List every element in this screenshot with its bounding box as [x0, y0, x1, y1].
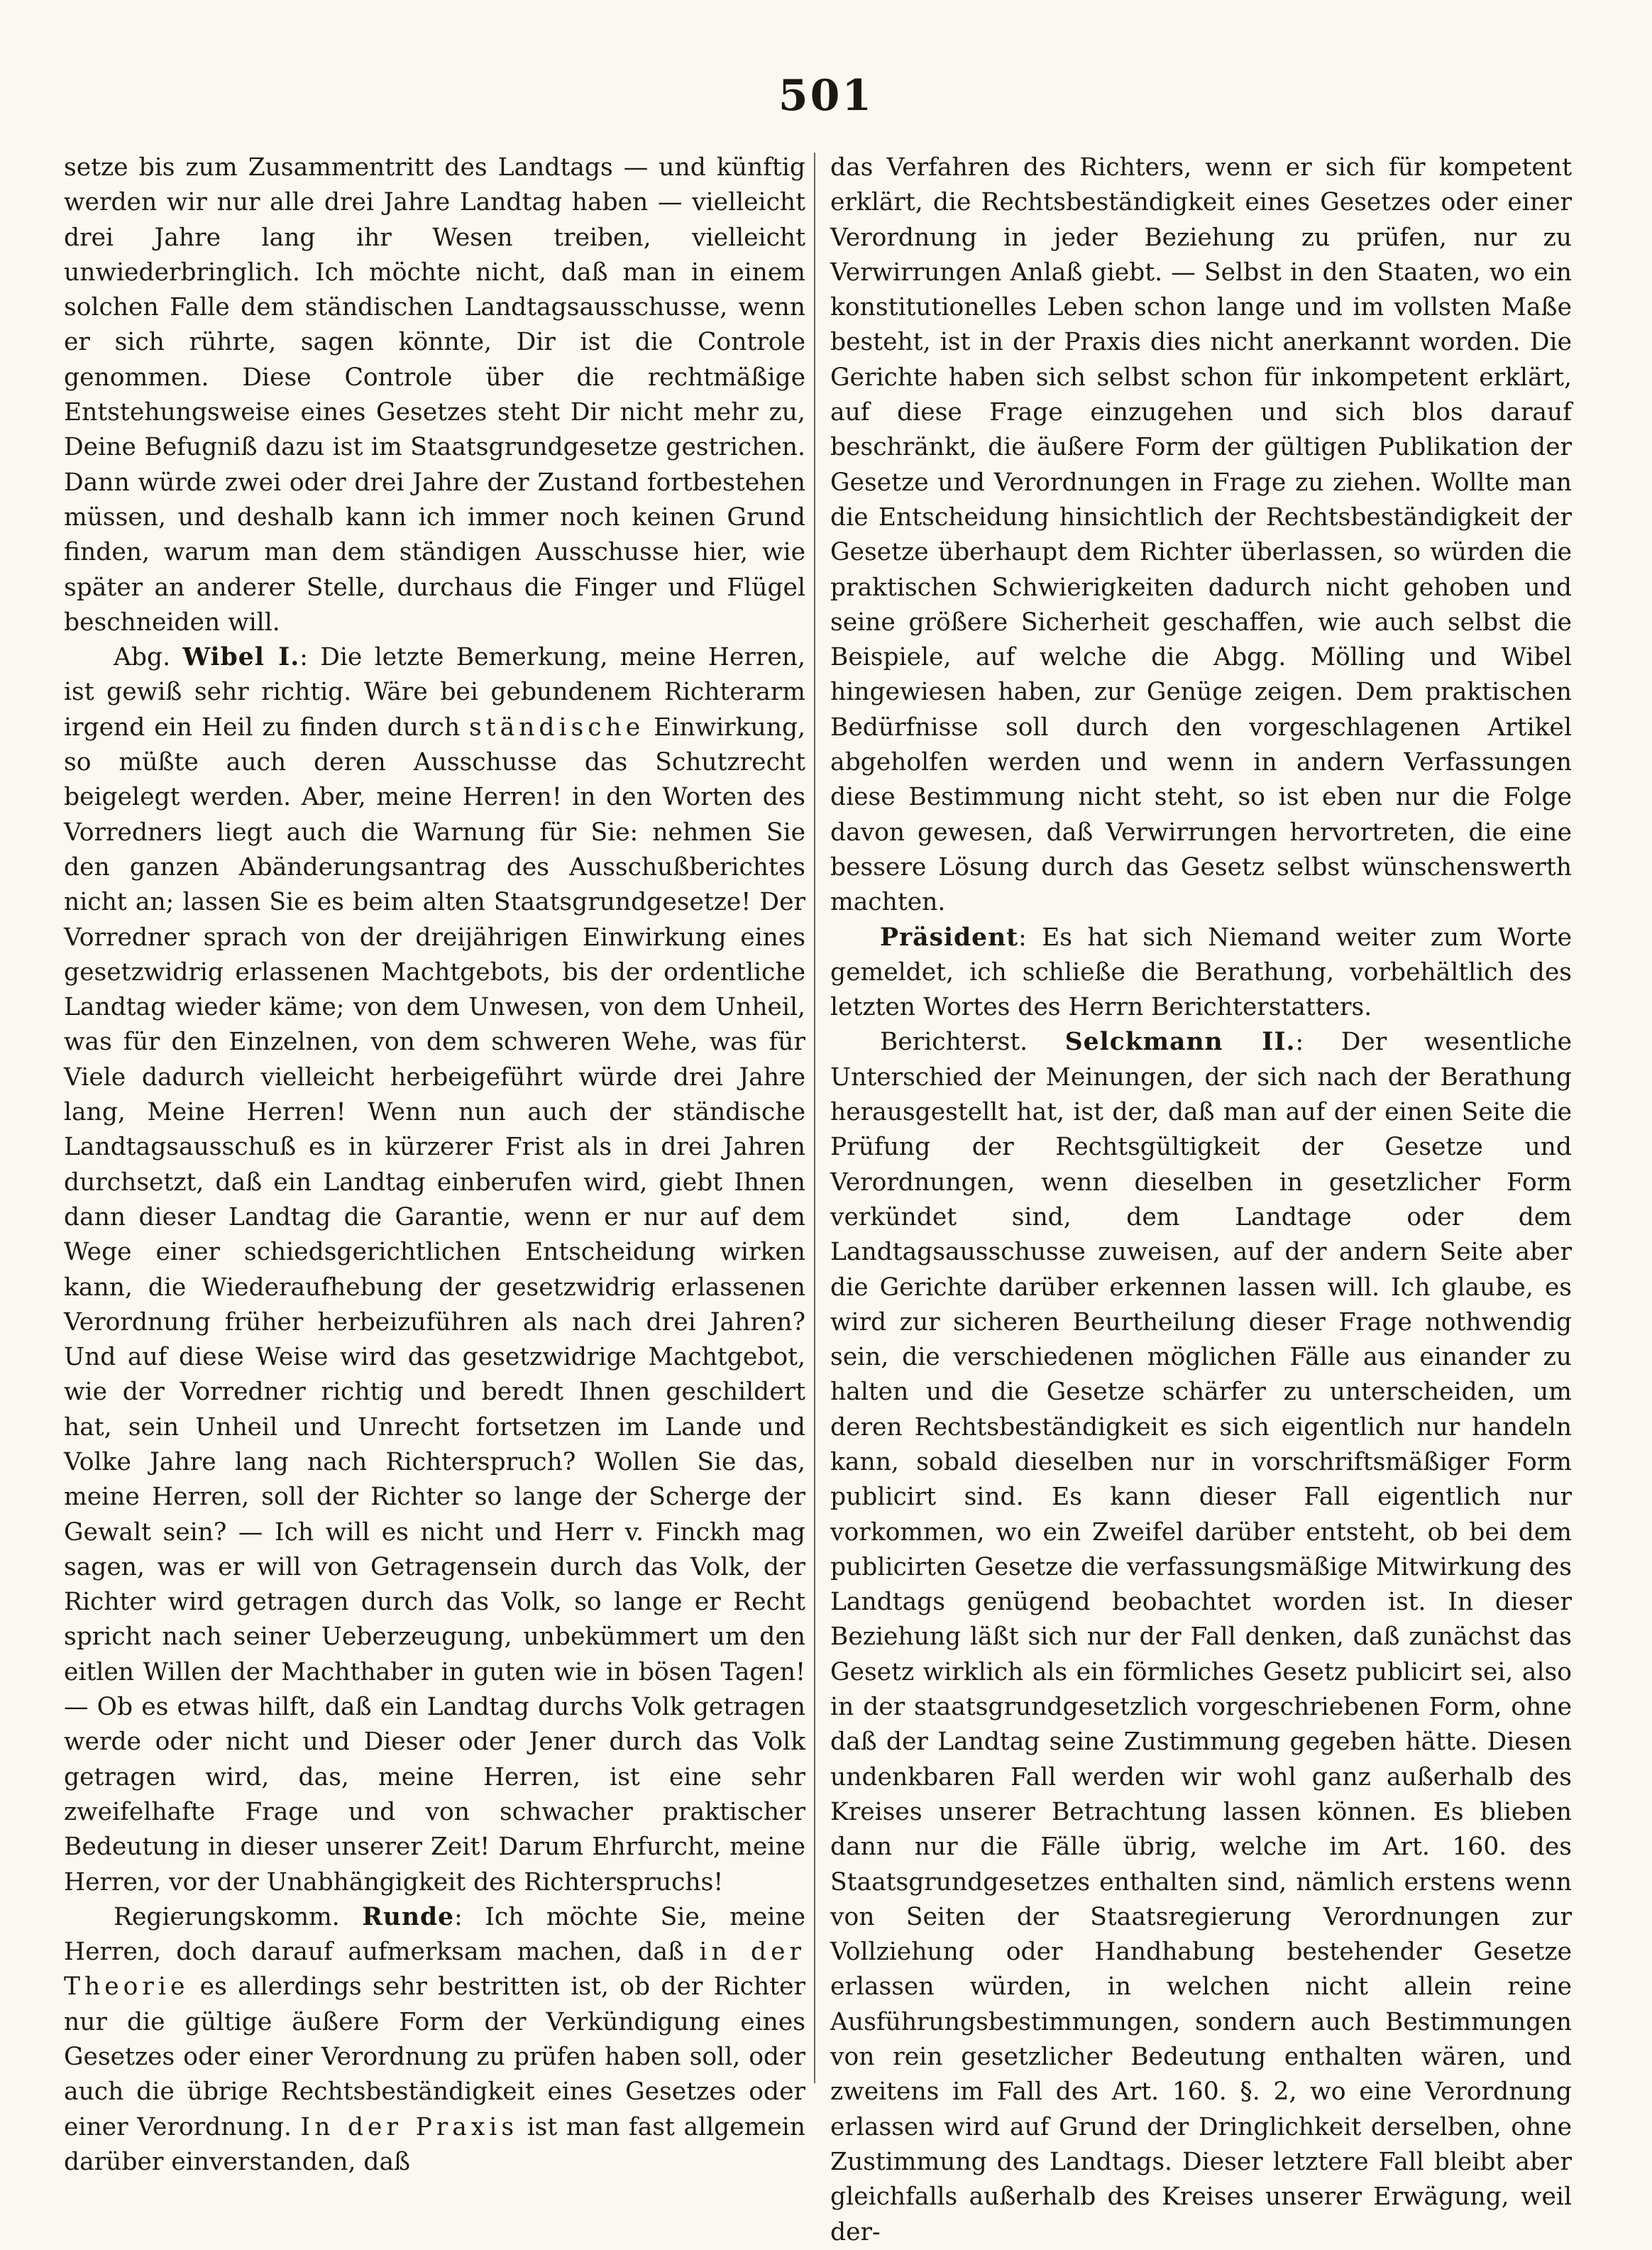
speaker-name-selckmann: Selckmann II. [1064, 1028, 1296, 1057]
paragraph-continuation: das Verfahren des Richters, wenn er sich für kompetent erklärt, die Rechtsbeständigkeit eines Gesetzes oder einer Verordnung in jeder Beziehung zu prüfen, nur zu Verwirrungen Anlaß giebt. — Selbst in den Staaten, wo ein konstitutionelles Leben schon lange und im vollsten Maße besteht, ist in der Praxis dies nicht anerkannt worden. Die Gerichte haben sich selbst schon für inkompetent erklärt, auf diese Frage einzugehen und sich blos darauf beschränkt, die äußere Form der gültigen Publikation der Gesetze und Verordnungen in Frage zu ziehen. Wollte man die Entscheidung hinsichtlich der Rechtsbeständigkeit der Gesetze überhaupt dem Richter überlassen, so würden die praktischen Schwierigkeiten dadurch nicht gehoben und seine größere Sicherheit geschaffen, wie auch selbst die Beispiele, auf welche die Abgg. Mölling und Wibel hingewiesen haben, zur Genüge zeigen. Dem praktischen Bedürfnisse soll durch den vorgeschlagenen Artikel abgeholfen werden und wenn in andern Verfassungen diese Bestimmung nicht steht, so ist eben nur die Folge davon gewesen, daß Verwirrungen hervortreten, die eine bessere Lösung durch das Gesetz selbst wünschenswerth machten. [830, 153, 1572, 917]
page-number: 501 [778, 71, 874, 121]
speaker-name-runde: Runde [362, 1902, 455, 1931]
speaker-name-wibel: Wibel I. [182, 643, 300, 672]
emphasized-text: ständische [469, 713, 645, 742]
speech-text: : Es hat sich Niemand weiter zum Worte gemeldet, ich schließe die Berathung, vorbehältlich des letzten Wortes des Herrn Berichterstatters. [830, 923, 1572, 1022]
paragraph-runde [64, 1900, 805, 2180]
paragraph-selckmann [830, 1025, 1572, 2249]
right-column [830, 150, 1572, 2250]
emphasized-text: In der Praxis [300, 2112, 519, 2141]
paragraph-continuation: setze bis zum Zusammentritt des Landtags — und künftig werden wir nur alle drei Jahre Landtag haben — vielleicht drei Jahre lang ihr Wesen treiben, vielleicht unwiederbringlich. Ich möchte nicht, daß man in einem solchen Falle dem ständischen Landtagsausschusse, wenn er sich rührte, sagen könnte, Dir ist die Controle genommen. Diese Controle über die rechtmäßige Entstehungsweise eines Gesetzes steht Dir nicht mehr zu, Deine Befugniß dazu ist im Staatsgrundgesetze gestrichen. Dann würde zwei oder drei Jahre der Zustand fortbestehen müssen, und deshalb kann ich immer noch keinen Grund finden, warum man dem ständigen Ausschusse hier, wie später an anderer Stelle, durchaus die Finger und Flügel beschneiden will. [64, 153, 805, 637]
speaker-role: Regierungskomm. [114, 1902, 340, 1931]
speech-text: : Die letzte Bemerkung, meine Herren, ist gewiß sehr richtig. Wäre bei gebundenem Richterarm irgend ein Heil zu finden durch [64, 643, 805, 742]
paragraph-wibel [64, 640, 805, 1900]
speech-text: Einwirkung, so müßte auch deren Ausschusse das Schutzrecht beigelegt werden. Aber, meine Herren! in den Worten des Vorredners liegt auch die Warnung für Sie: nehmen Sie den ganzen Abänderungsantrag des Ausschußberichtes nicht an; lassen Sie es beim alten Staatsgrundgesetze! Der Vorredner sprach von der dreijährigen Einwirkung eines gesetzwidrig erlassenen Machtgebots, bis der ordentliche Landtag wieder käme; von dem Unwesen, von dem Unheil, was für den Einzelnen, von dem schweren Wehe, was für Viele dadurch vielleicht herbeigeführt würde drei Jahre lang, Meine Herren! Wenn nun auch der ständische Landtagsausschuß es in kürzerer Frist als in drei Jahren durchsetzt, daß ein Landtag einberufen wird, giebt Ihnen dann dieser Landtag die Garantie, wenn er nur auf dem Wege einer schiedsgerichtlichen Entscheidung wirken kann, die Wiederaufhebung der gesetzwidrig erlassenen Verordnung früher herbeizuführen als nach drei Jahren? Und auf diese Weise wird das gesetzwidrige Machtgebot, wie der Vorredner richtig und beredt Ihnen geschildert hat, sein Unheil und Unrecht fortsetzen im Lande und Volke Jahre lang nach Richterspruch? Wollen Sie das, meine Herren, soll der Richter so lange der Scherge der Gewalt sein? — Ich will es nicht und Herr v. Finckh mag sagen, was er will von Getragensein durch das Volk, der Richter wird getragen durch das Volk, so lange er Recht spricht nach seiner Ueberzeugung, unbekümmert um den eitlen Willen der Machthaber in guten wie in bösen Tagen! — Ob es etwas hilft, daß ein Landtag durchs Volk getragen werde oder nicht und Dieser oder Jener durch das Volk getragen wird, das, meine Herren, ist eine sehr zweifelhafte Frage und von schwacher praktischer Bedeutung in dieser unserer Zeit! Darum Ehrfurcht, meine Herren, vor der Unabhängigkeit des Richterspruchs! [64, 713, 806, 1897]
speaker-name-praesident: Präsident [880, 923, 1019, 952]
speech-text: : Der wesentliche Unterschied der Meinungen, der sich nach der Berathung herausgestellt hat, ist der, daß man auf der einen Seite die Prüfung der Rechtsgültigkeit der Gesetze und Verordnungen, wenn dieselben in gesetzlicher Form verkündet sind, dem Landtage oder dem Landtagsausschusse zuweisen, auf der andern Seite aber die Gerichte darüber erkennen lassen will. Ich glaube, es wird zur sicheren Beurtheilung dieser Frage nothwendig sein, die verschiedenen möglichen Fälle aus einander zu halten und die Gesetze schärfer zu unterscheiden, um deren Rechtsbeständigkeit es sich eigentlich nur handeln kann, sobald dieselben nur in vorschriftsmäßiger Form publicirt sind. Es kann dieser Fall eigentlich nur vorkommen, wo ein Zweifel darüber entsteht, ob bei dem publicirten Gesetze die verfassungsmäßige Mitwirkung des Landtags genügend beobachtet worden ist. In dieser Beziehung läßt sich nur der Fall denken, daß zunächst das Gesetz wirklich als ein förmliches Gesetz publicirt sei, also in der staatsgrundgesetzlich vorgeschriebenen Form, ohne daß der Landtag seine Zustimmung gegeben hätte. Diesen undenkbaren Fall werden wir wohl ganz außerhalb des Kreises unserer Betrachtung lassen können. Es blieben dann nur die Fälle übrig, welche im Art. 160. des Staatsgrundgesetzes enthalten sind, nämlich erstens wenn von Seiten der Staatsregierung Verordnungen zur Vollziehung oder Handhabung bestehender Gesetze erlassen würden, in welchen nicht allein reine Ausführungsbestimmungen, sondern auch Bestimmungen von rein gesetzlicher Bedeutung enthalten wären, und zweitens im Fall des Art. 160. §. 2, wo eine Verordnung erlassen wird auf Grund der Dringlichkeit derselben, ohne Zustimmung des Landtags. Dieser letztere Fall bleibt aber gleichfalls außerhalb des Kreises unserer Erwägung, weil der- [830, 1028, 1572, 2246]
speech-text: ist man fast allgemein darüber einverstanden, daß [64, 2112, 806, 2176]
column-divider [814, 153, 815, 2083]
left-column [64, 150, 805, 2180]
emphasized-text: in der Theorie [64, 1938, 805, 2002]
speaker-role: Berichterst. [880, 1028, 1028, 1057]
speech-text: es allerdings sehr bestritten ist, ob der Richter nur die gültige äußere Form der Verkündigung eines Gesetzes oder einer Verordnung zu prüfen haben soll, oder auch die übrige Rechtsbeständigkeit eines Gesetzes oder einer Verordnung. [64, 1972, 805, 2141]
speaker-role: Abg. [114, 643, 171, 672]
paragraph-praesident [830, 921, 1572, 1026]
speech-text: : Ich möchte Sie, meine Herren, doch darauf aufmerksam machen, daß [64, 1902, 805, 1967]
